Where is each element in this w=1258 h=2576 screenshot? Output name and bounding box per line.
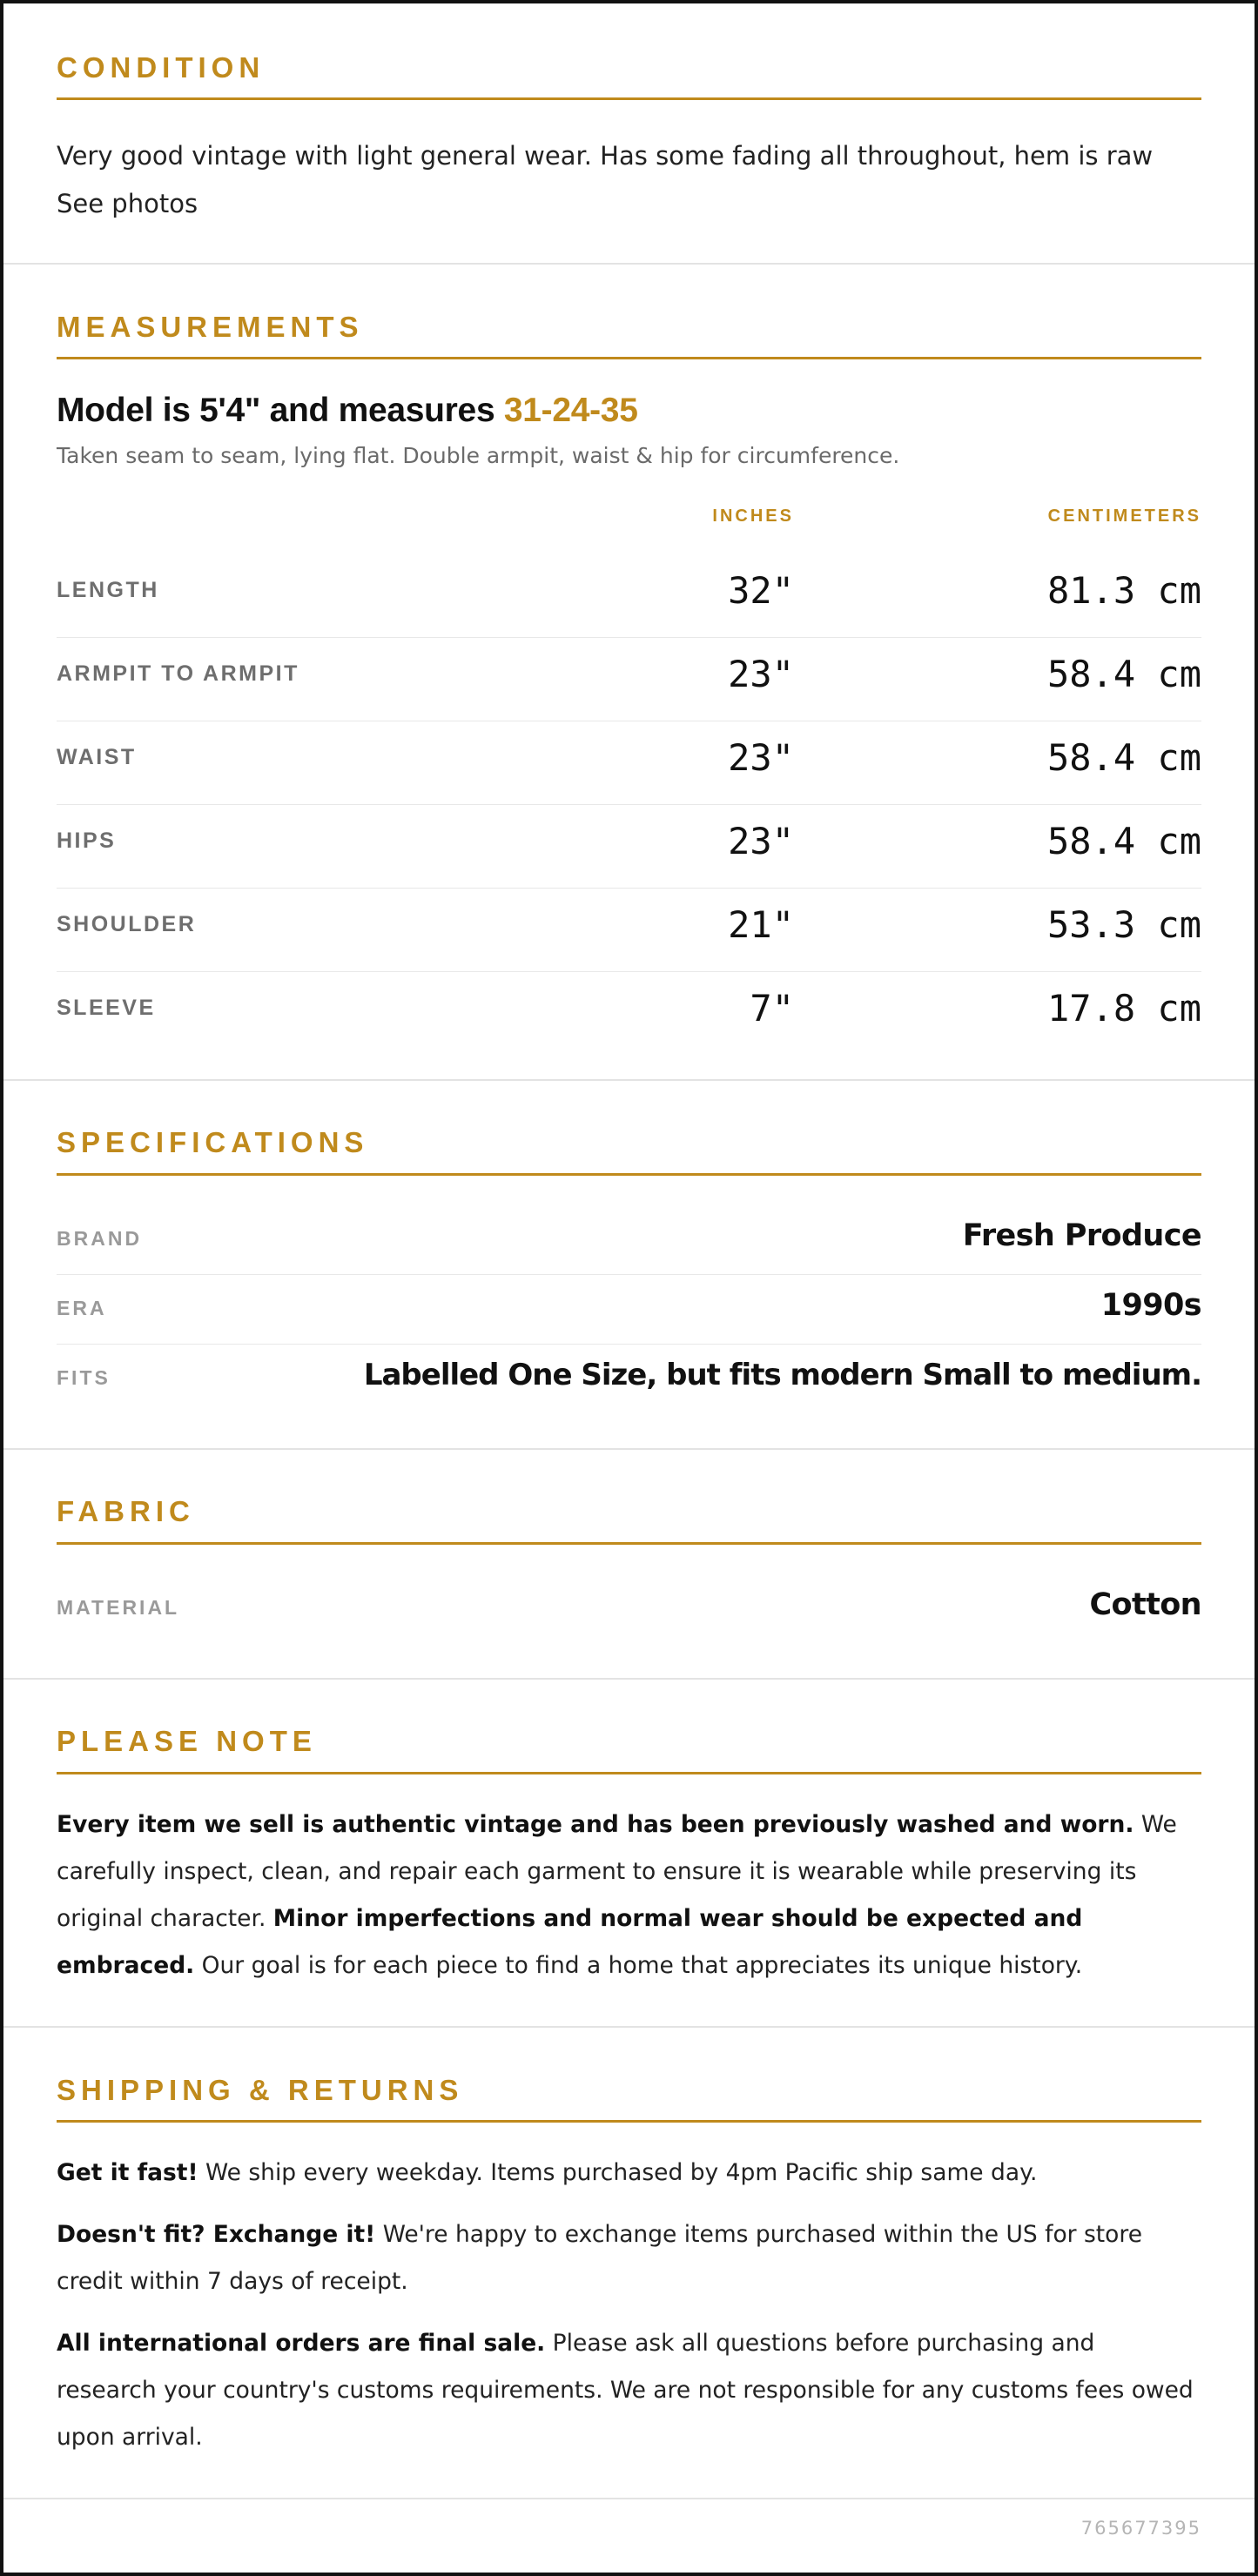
spec-value: Labelled One Size, but fits modern Small to medium. xyxy=(363,1358,1201,1392)
specifications-section xyxy=(3,1081,1255,1450)
spec-label: BRAND xyxy=(57,1227,143,1250)
shipping-paragraph-3 xyxy=(57,2320,1201,2461)
please-note-bold-1: Every item we sell is authentic vintage and has been previously washed and worn. xyxy=(57,1811,1134,1838)
shipping-heading: SHIPPING & RETURNS xyxy=(57,2074,464,2106)
shipping-rule xyxy=(57,2120,1201,2123)
condition-rule xyxy=(57,97,1201,100)
measurement-note: Taken seam to seam, lying flat. Double armpit, waist & hip for circumference. xyxy=(57,443,900,468)
model-measurements xyxy=(57,392,638,430)
measurement-label: SHOULDER xyxy=(57,912,197,936)
measurement-row xyxy=(57,804,1201,889)
shipping-p1-bold: Get it fast! xyxy=(57,2159,198,2186)
condition-heading: CONDITION xyxy=(57,51,266,84)
measurement-inches: 7" xyxy=(750,987,794,1030)
spec-label: ERA xyxy=(57,1297,107,1319)
model-prefix: Model is 5'4" and measures xyxy=(57,392,504,429)
shipping-paragraph-2 xyxy=(57,2211,1201,2305)
spec-value: 1990s xyxy=(1100,1288,1201,1323)
column-header-inches: INCHES xyxy=(712,506,794,526)
shipping-paragraph-1 xyxy=(57,2150,1201,2197)
shipping-p1-text: We ship every weekday. Items purchased by 4pm Pacific ship same day. xyxy=(198,2159,1038,2186)
please-note-heading: PLEASE NOTE xyxy=(57,1725,317,1757)
spec-label: FITS xyxy=(57,1366,111,1389)
fabric-rule xyxy=(57,1542,1201,1545)
measurement-cm: 53.3 cm xyxy=(1046,903,1201,946)
measurement-inches: 23" xyxy=(728,820,794,862)
measurement-cm: 58.4 cm xyxy=(1046,653,1201,695)
measurement-row xyxy=(57,637,1201,721)
please-note-text-1: We carefully inspect, clean, and repair each garment to ensure it is wearable while preserving its original character. xyxy=(57,1811,1177,1932)
shipping-section xyxy=(3,2028,1255,2499)
measurement-row xyxy=(57,971,1201,1055)
shipping-p3-bold: All international orders are final sale. xyxy=(57,2330,546,2357)
measurement-cm: 81.3 cm xyxy=(1046,569,1201,612)
please-note-bold-2: Minor imperfections and normal wear should be expected and embraced. xyxy=(57,1905,1083,1979)
spec-value: Fresh Produce xyxy=(962,1218,1201,1253)
measurement-cm: 58.4 cm xyxy=(1046,820,1201,862)
shipping-p2-text: We're happy to exchange items purchased within the US for store credit within 7 days of receipt. xyxy=(57,2221,1143,2295)
measurement-label: WAIST xyxy=(57,745,137,769)
measurement-cm: 17.8 cm xyxy=(1046,987,1201,1030)
measurements-section xyxy=(3,265,1255,1081)
please-note-text-2: Our goal is for each piece to find a home that appreciates its unique history. xyxy=(194,1952,1083,1979)
measurement-row xyxy=(57,721,1201,805)
measurement-label: ARMPIT TO ARMPIT xyxy=(57,661,299,686)
condition-section xyxy=(3,3,1255,265)
fabric-section xyxy=(3,1450,1255,1680)
please-note-rule xyxy=(57,1772,1201,1774)
spec-row xyxy=(57,1344,1201,1413)
specifications-rule xyxy=(57,1173,1201,1176)
shipping-p2-bold: Doesn't fit? Exchange it! xyxy=(57,2221,376,2248)
spec-row xyxy=(57,1274,1201,1345)
item-id: 765677395 xyxy=(1080,2518,1201,2539)
specifications-heading: SPECIFICATIONS xyxy=(57,1126,369,1158)
measurement-inches: 32" xyxy=(728,569,794,612)
model-measures-value: 31-24-35 xyxy=(503,392,638,429)
fabric-value: Cotton xyxy=(1089,1587,1201,1622)
please-note-text xyxy=(57,1801,1201,1989)
fabric-label: MATERIAL xyxy=(57,1596,180,1619)
spec-row xyxy=(57,1204,1201,1275)
fabric-row xyxy=(57,1573,1201,1643)
please-note-section xyxy=(3,1680,1255,2028)
measurement-row xyxy=(57,888,1201,972)
shipping-p3-text: Please ask all questions before purchasing and research your country's customs requirements. We are not responsible for any customs fees owed upon arrival. xyxy=(57,2330,1194,2451)
measurement-cm: 58.4 cm xyxy=(1046,736,1201,779)
measurements-rule xyxy=(57,357,1201,359)
measurement-inches: 21" xyxy=(728,903,794,946)
fabric-heading: FABRIC xyxy=(57,1495,195,1527)
measurement-label: LENGTH xyxy=(57,578,159,602)
condition-text: Very good vintage with light general wear. Has some fading all throughout, hem is raw See photos xyxy=(57,141,1154,218)
measurement-inches: 23" xyxy=(728,736,794,779)
column-header-centimeters: CENTIMETERS xyxy=(1047,506,1201,526)
measurement-label: HIPS xyxy=(57,828,117,853)
measurement-inches: 23" xyxy=(728,653,794,695)
measurement-row xyxy=(57,553,1201,638)
measurements-heading: MEASUREMENTS xyxy=(57,311,364,343)
measurement-label: SLEEVE xyxy=(57,996,156,1020)
